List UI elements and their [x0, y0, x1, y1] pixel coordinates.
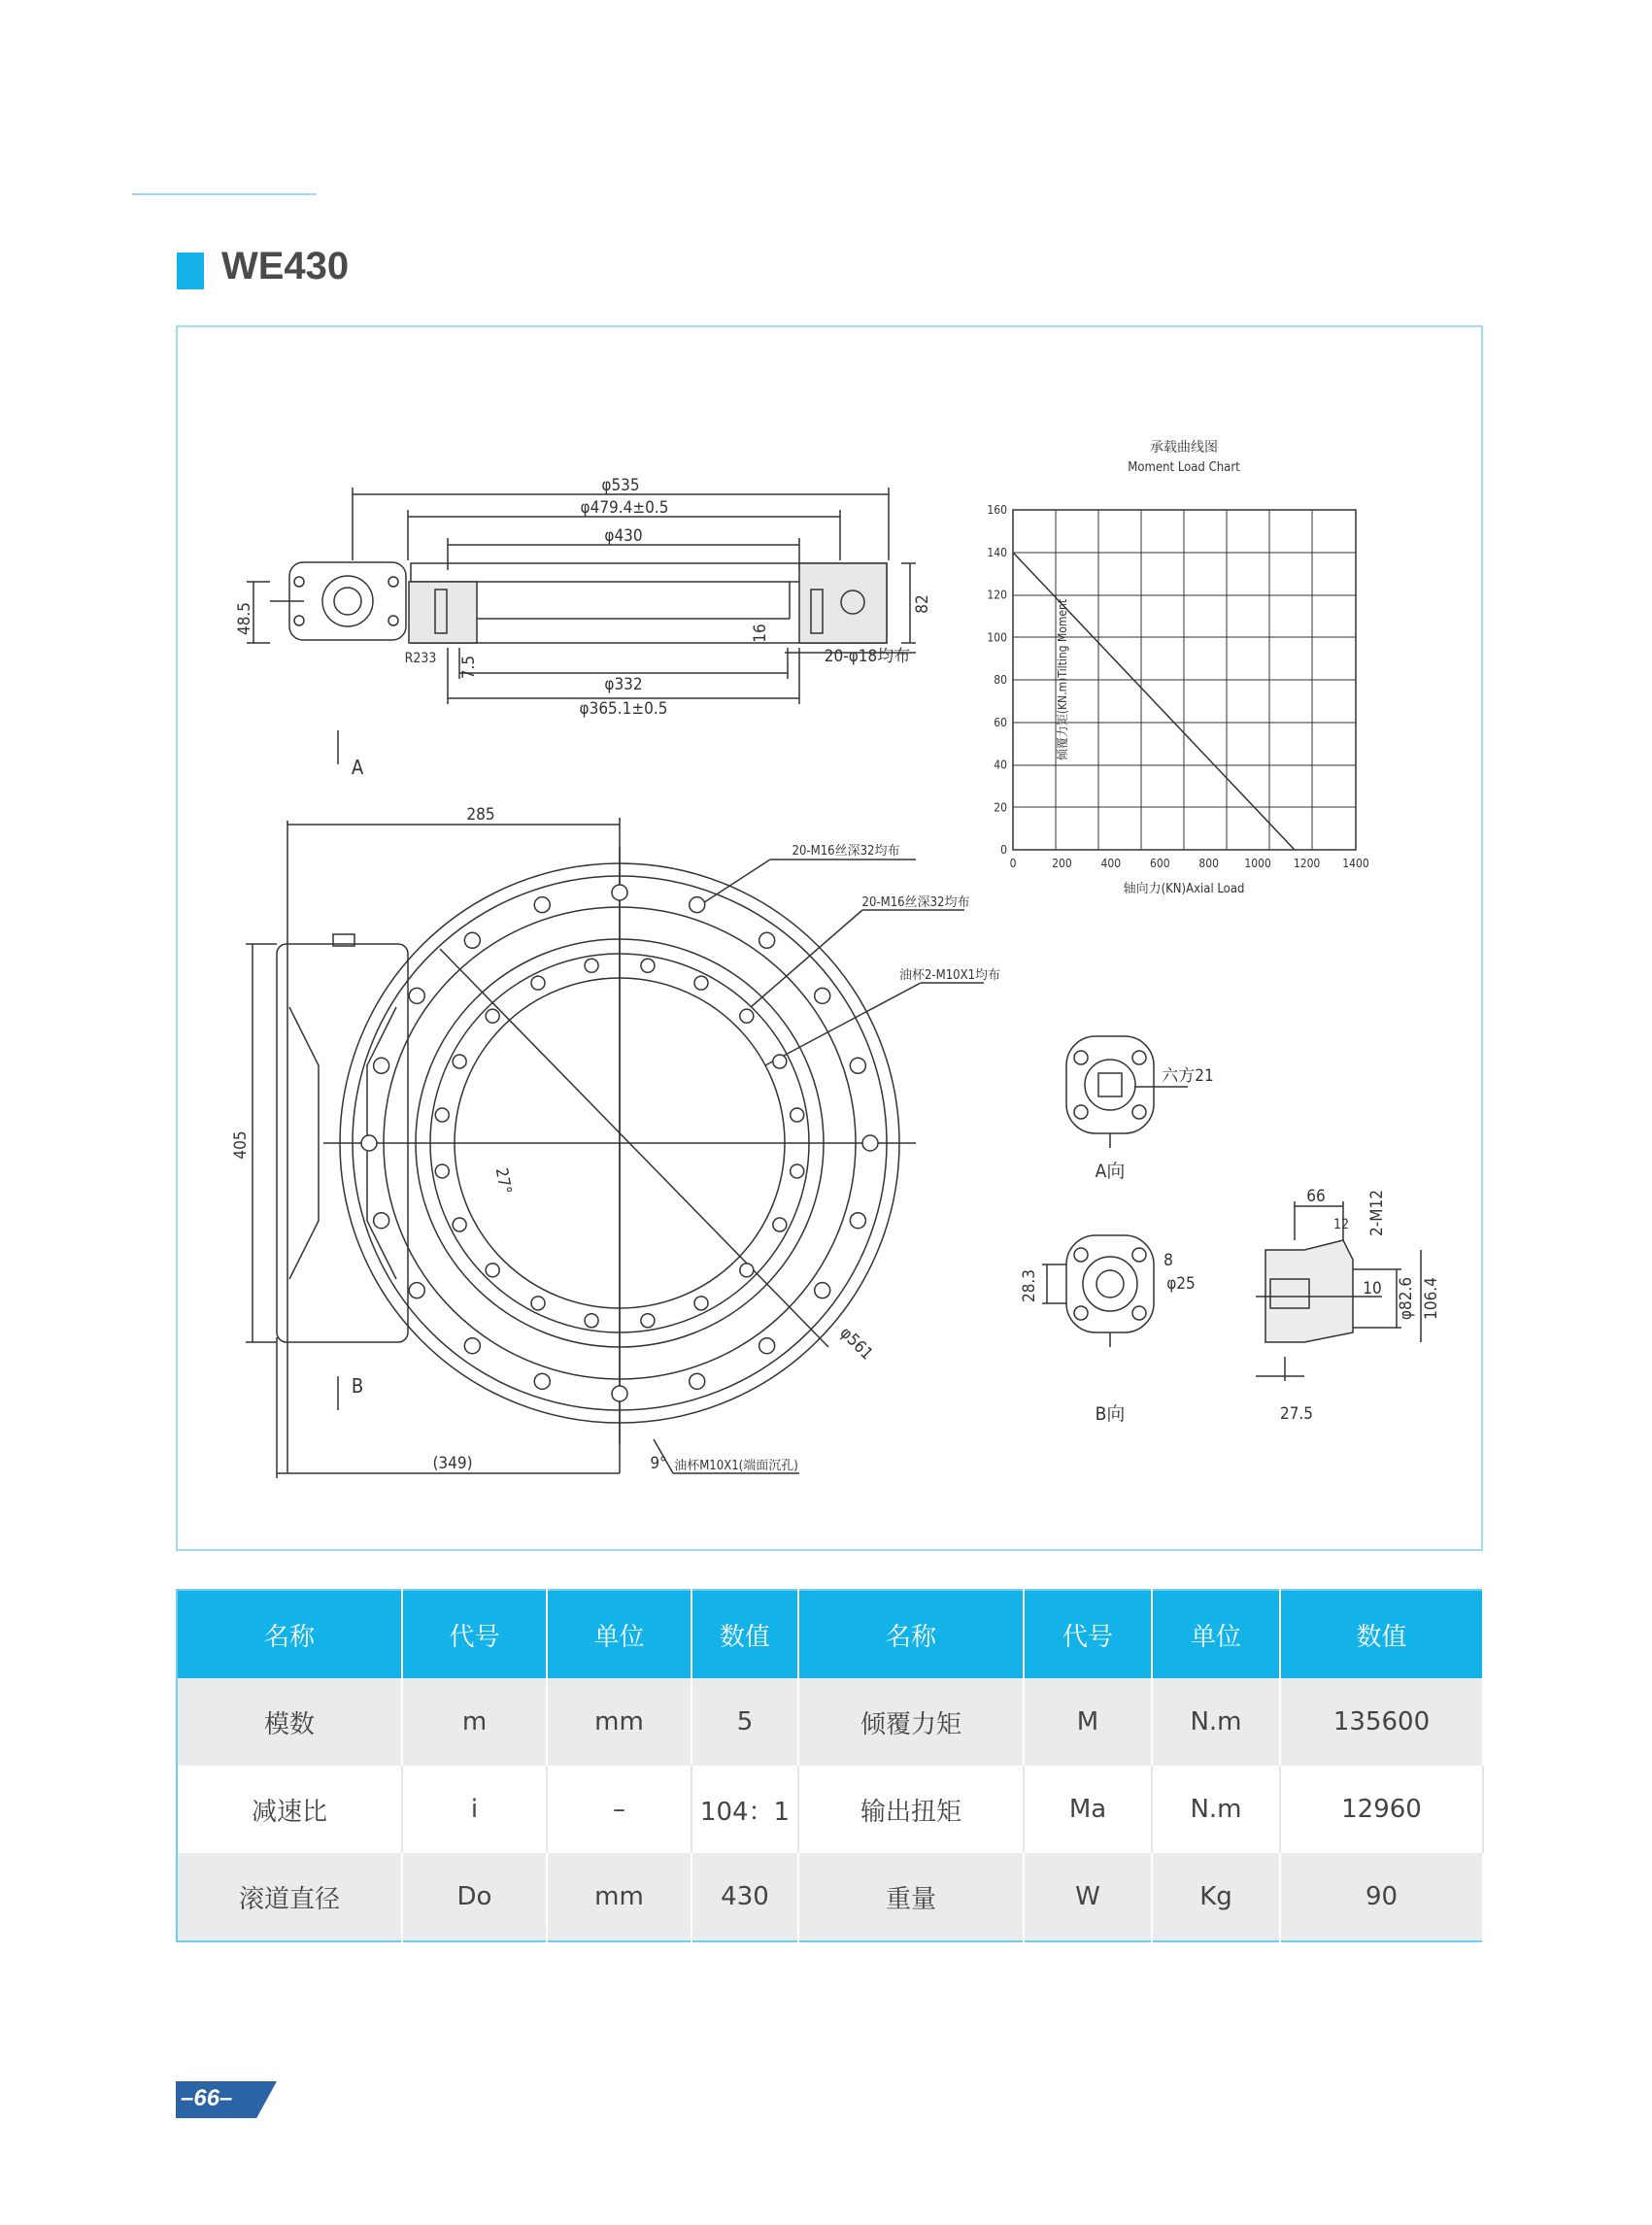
chart-x-tick: 600	[1149, 857, 1170, 870]
chart-y-tick: 140	[987, 545, 1007, 559]
bolt-hole	[585, 1314, 598, 1328]
bolt-hole	[740, 1009, 754, 1023]
page-title: WE430	[221, 245, 350, 287]
bolt-hole	[612, 1386, 627, 1401]
bolt-hole	[374, 1058, 389, 1073]
bolt-hole	[486, 1264, 499, 1277]
table-cell: 430	[691, 1853, 798, 1941]
bolt-hole	[435, 1108, 449, 1122]
bolt-hole	[641, 1314, 655, 1328]
bolt-hole	[815, 988, 830, 1003]
bolt-hole	[453, 1055, 466, 1068]
dim-r233: R233	[404, 651, 437, 666]
col-unit: 单位	[547, 1590, 691, 1678]
view-a-marker: A	[351, 756, 364, 779]
view-b-marker: B	[351, 1374, 364, 1398]
chart-y-tick: 40	[994, 758, 1007, 772]
spec-table-header	[177, 1590, 1483, 1678]
col-unit-2: 单位	[1152, 1590, 1280, 1678]
dim-7-5: 7.5	[459, 655, 479, 680]
col-symbol-2: 代号	[1024, 1590, 1152, 1678]
section-dim-2-m12: 2-M12	[1367, 1190, 1387, 1236]
chart-x-tick: 200	[1052, 857, 1072, 870]
dim-9deg: 9°	[650, 1454, 667, 1473]
chart-x-tick: 0	[1009, 857, 1017, 870]
col-value-2: 数值	[1280, 1590, 1483, 1678]
table-cell: –	[547, 1766, 691, 1853]
bolt-hole	[585, 959, 598, 972]
table-cell: m	[402, 1678, 547, 1766]
dim-285: 285	[466, 805, 495, 825]
col-value: 数值	[691, 1590, 798, 1678]
table-row	[177, 1853, 1483, 1941]
callout-m16-inner: 20-M16丝深32均布	[861, 895, 970, 910]
dim-d365: φ365.1±0.5	[579, 699, 668, 719]
chart-y-tick: 120	[987, 588, 1007, 602]
chart-y-tick: 100	[987, 630, 1007, 645]
bolt-hole	[374, 1213, 389, 1229]
dim-27deg: 27°	[490, 1166, 516, 1197]
bolt-hole	[815, 1283, 830, 1298]
bolt-hole	[641, 959, 655, 972]
section-dim-106-4: 106.4	[1422, 1277, 1441, 1320]
view-a-hex: 六方21	[1162, 1066, 1214, 1086]
bolt-hole	[759, 1338, 775, 1354]
chart-subtitle: Moment Load Chart	[1128, 460, 1240, 475]
bolt-hole	[409, 988, 424, 1003]
bolt-hole	[612, 885, 627, 900]
bolt-hole	[690, 897, 705, 913]
callout-m16-outer: 20-M16丝深32均布	[792, 844, 900, 859]
dim-16: 16	[751, 624, 770, 643]
col-name-2: 名称	[798, 1590, 1024, 1678]
table-cell: 104：1	[691, 1766, 798, 1853]
view-b-caption: B向	[1095, 1403, 1126, 1425]
section-dim-12: 12	[1332, 1217, 1350, 1232]
view-b-dim-28-3: 28.3	[1020, 1268, 1039, 1303]
section-dim-10: 10	[1363, 1279, 1382, 1298]
table-cell: 滚道直径	[177, 1853, 402, 1941]
dim-d430: φ430	[604, 526, 643, 546]
section-dim-27-5: 27.5	[1279, 1404, 1314, 1424]
bolt-hole	[773, 1218, 787, 1231]
chart-y-tick: 20	[994, 800, 1007, 815]
bolt-hole	[850, 1213, 865, 1229]
bolt-hole	[534, 1373, 550, 1389]
technical-drawing	[178, 327, 1485, 1553]
dim-20-d18: 20-φ18均布	[824, 647, 911, 666]
bolt-hole	[862, 1135, 878, 1151]
chart-title: 承载曲线图	[1150, 440, 1218, 455]
table-cell: 输出扭矩	[798, 1766, 1024, 1853]
bolt-hole	[791, 1108, 804, 1122]
dim-d535: φ535	[601, 476, 640, 495]
bolt-hole	[486, 1009, 499, 1023]
bolt-hole	[534, 897, 550, 913]
bolt-hole	[361, 1135, 377, 1151]
table-cell: 重量	[798, 1853, 1024, 1941]
table-cell: Ma	[1024, 1766, 1152, 1853]
chart-y-axis-label: 倾覆力矩(KN.m)Tilting Moment	[1056, 598, 1069, 761]
table-cell: 135600	[1280, 1678, 1483, 1766]
callout-grease-cup-face: 油杯M10X1(端面沉孔)	[674, 1459, 798, 1473]
table-cell: 12960	[1280, 1766, 1483, 1853]
table-row	[177, 1766, 1483, 1853]
bolt-hole	[531, 976, 545, 990]
header-rule	[132, 193, 317, 195]
view-a-caption: A向	[1095, 1161, 1126, 1182]
table-cell: Kg	[1152, 1853, 1280, 1941]
bolt-hole	[694, 976, 708, 990]
table-cell: mm	[547, 1678, 691, 1766]
chart-x-tick: 1400	[1342, 857, 1369, 870]
bolt-hole	[759, 932, 775, 948]
chart-x-tick: 1000	[1244, 857, 1271, 870]
dim-d332: φ332	[604, 675, 643, 694]
page-number: –66–	[181, 2085, 233, 2111]
callout-grease-cups: 油杯2-M10X1均布	[898, 968, 1001, 983]
chart-x-tick: 400	[1100, 857, 1122, 870]
chart-y-tick: 60	[994, 715, 1007, 729]
bolt-hole	[694, 1297, 708, 1310]
table-row	[177, 1678, 1483, 1766]
technical-drawing-frame	[176, 325, 1483, 1551]
table-cell: 模数	[177, 1678, 402, 1766]
view-b-dim-8: 8	[1163, 1251, 1173, 1270]
spec-table	[176, 1589, 1484, 1942]
table-cell: Do	[402, 1853, 547, 1941]
col-symbol: 代号	[402, 1590, 547, 1678]
table-cell: mm	[547, 1853, 691, 1941]
table-cell: W	[1024, 1853, 1152, 1941]
bolt-hole	[740, 1264, 754, 1277]
title-marker	[177, 253, 204, 289]
bolt-hole	[453, 1218, 466, 1231]
table-cell: N.m	[1152, 1678, 1280, 1766]
table-cell: 减速比	[177, 1766, 402, 1853]
bolt-hole	[850, 1058, 865, 1073]
table-cell: N.m	[1152, 1766, 1280, 1853]
section-dim-d82-6: φ82.6	[1397, 1276, 1416, 1321]
bolt-hole	[435, 1164, 449, 1178]
bolt-hole	[464, 1338, 480, 1354]
table-cell: 5	[691, 1678, 798, 1766]
table-cell: M	[1024, 1678, 1152, 1766]
dim-82: 82	[913, 594, 932, 614]
view-b-dim-d25: φ25	[1166, 1274, 1196, 1294]
section-dim-66: 66	[1306, 1187, 1326, 1206]
bolt-hole	[409, 1283, 424, 1298]
bolt-hole	[791, 1164, 804, 1178]
bolt-hole	[690, 1373, 705, 1389]
dim-d479: φ479.4±0.5	[580, 498, 669, 518]
chart-x-tick: 800	[1198, 857, 1220, 870]
bolt-hole	[531, 1297, 545, 1310]
chart-x-axis-label: 轴向力(KN)Axial Load	[1123, 882, 1245, 896]
bolt-hole	[464, 932, 480, 948]
table-cell: i	[402, 1766, 547, 1853]
table-cell: 90	[1280, 1853, 1483, 1941]
table-cell: 倾覆力矩	[798, 1678, 1024, 1766]
chart-y-tick: 160	[987, 503, 1007, 517]
col-name: 名称	[177, 1590, 402, 1678]
dim-d561: φ561	[835, 1323, 877, 1365]
dim-349: (349)	[432, 1454, 473, 1473]
bolt-hole	[773, 1055, 787, 1068]
dim-405: 405	[231, 1130, 251, 1160]
chart-y-tick: 80	[994, 673, 1007, 687]
dim-48-5: 48.5	[235, 601, 254, 636]
chart-x-tick: 1200	[1293, 857, 1321, 870]
chart-y-tick: 0	[1000, 843, 1007, 857]
